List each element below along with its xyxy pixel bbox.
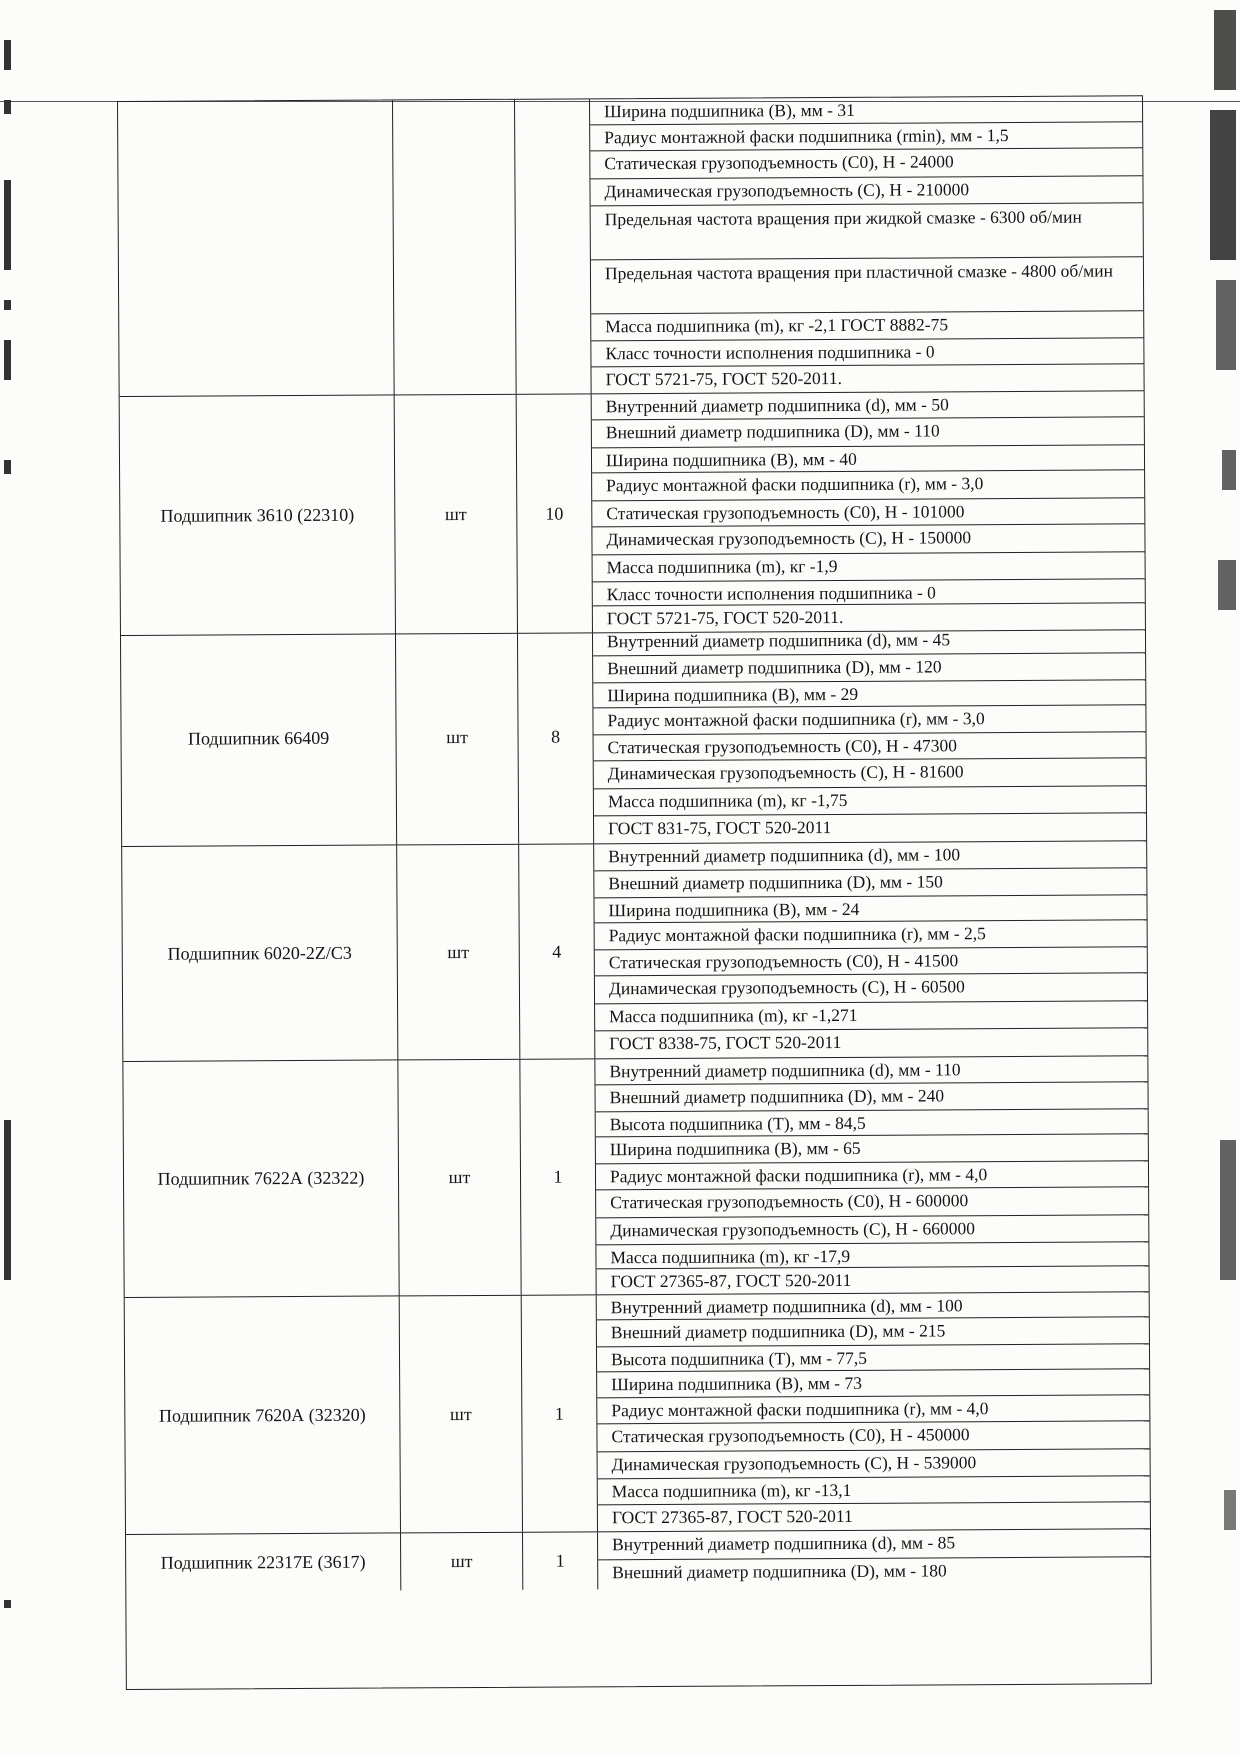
item-name-cell-text: Подшипник 6020-2Z/C3 [167,942,352,964]
spec-row: Радиус монтажной фаски подшипника (r), мм - 3,0 [592,470,1144,501]
item-name-cell [121,630,397,846]
spec-row: Ширина подшипника (B), мм - 65 [596,1134,1148,1164]
quantity-cell-text: 1 [555,1550,565,1571]
spec-list [590,96,1144,393]
quantity-cell [519,844,595,1058]
unit-cell [398,1060,521,1296]
quantity-cell-text: 1 [553,1166,563,1187]
spec-list [594,841,1147,1058]
spec-row: ГОСТ 27365-87, ГОСТ 520-2011 [611,1505,853,1528]
item-name-cell [123,1060,399,1297]
spec-list [592,391,1145,632]
quantity-cell-text: 10 [545,503,564,524]
quantity-cell-text: 1 [554,1403,564,1424]
unit-cell-text: шт [446,726,468,747]
item-name-cell [125,1296,401,1534]
spec-row: Статическая грузоподъемность (C0), Н - 47300 [594,732,1146,761]
unit-cell-text: шт [444,503,467,524]
spec-row: Ширина подшипника (B), мм - 29 [593,680,1145,708]
quantity-cell [518,629,594,843]
spec-row: Статическая грузоподъемность (C0), Н - 41500 [595,947,1147,976]
unit-cell [395,395,518,634]
spec-row: Статическая грузоподъемность (C0), Н - 24000 [590,148,1142,179]
table-row-group [120,391,1145,636]
quantity-cell [520,1059,596,1294]
table-row-group [122,841,1147,1062]
spec-row: Предельная частота вращения при жидкой смазке - 6300 об/мин [591,203,1143,260]
spec-row: Класс точности исполнения подшипника - 0 [593,579,1145,606]
unit-cell [401,1533,523,1591]
spec-row: Высота подшипника (T), мм - 84,5 [596,1109,1148,1137]
spec-row: ГОСТ 831-75, ГОСТ 520-2011 [608,817,832,839]
quantity-cell [523,1532,598,1589]
item-name-cell [122,845,398,1061]
spec-row: Высота подшипника (T), мм - 77,5 [597,1344,1149,1372]
quantity-cell-text: 4 [552,941,562,962]
item-name-cell [118,100,395,396]
spec-row: Радиус монтажной фаски подшипника (r), мм - 3,0 [593,705,1145,735]
spec-row: Внутренний диаметр подшипника (d), мм - 85 [598,1529,1150,1560]
spec-row: Радиус монтажной фаски подшипника (rmin), мм - 1,5 [590,122,1142,151]
table-row-group [126,1529,1150,1592]
item-name-cell-text: Подшипник 3610 (22310) [160,504,355,526]
spec-row: Динамическая грузоподъемность (C), Н - 60500 [595,973,1147,1004]
spec-row: Внутренний диаметр подшипника (d), мм - 100 [597,1292,1149,1320]
spec-row: ГОСТ 8338-75, ГОСТ 520-2011 [609,1031,842,1054]
spec-row: Внутренний диаметр подшипника (d), мм - 45 [593,626,1145,656]
spec-row: Внешний диаметр подшипника (D), мм - 120 [593,653,1145,683]
quantity-cell [522,1295,598,1531]
item-name-cell-text: Подшипник 66409 [187,727,330,749]
spec-row: Внешний диаметр подшипника (D), мм - 240 [596,1082,1148,1112]
spec-row: Внешний диаметр подшипника (D), мм - 180 [612,1560,947,1583]
item-name-cell [126,1533,401,1592]
spec-row: Динамическая грузоподъемность (C), Н - 660000 [596,1215,1148,1245]
spec-row: Масса подшипника (m), кг -1,9 [593,552,1145,582]
spec-row: Ширина подшипника (B), мм - 24 [594,895,1146,923]
quantity-cell-text: 8 [550,726,561,747]
unit-cell [396,630,519,845]
spec-row: Динамическая грузоподъемность (C), Н - 210000 [590,176,1142,206]
spec-row: Масса подшипника (m), кг -17,9 [596,1242,1148,1269]
spec-row: Радиус монтажной фаски подшипника (r), мм - 4,0 [596,1161,1148,1190]
spec-row: Масса подшипника (m), кг -1,75 [594,786,1146,816]
item-name-cell [120,395,396,635]
unit-cell-text: шт [447,941,470,962]
spec-row: Ширина подшипника (B), мм - 73 [597,1369,1149,1398]
spec-row: Масса подшипника (m), кг -2,1 ГОСТ 8882-75 [591,311,1143,341]
item-name-cell-text: Подшипник 7622А (32322) [157,1167,365,1189]
quantity-cell [515,99,592,393]
quantity-cell [517,394,593,632]
unit-cell-text: шт [449,1403,472,1424]
table-row-group [125,1292,1150,1535]
scan-margin-marks-right [1206,0,1236,1754]
spec-list [598,1529,1150,1589]
spec-row: Статическая грузоподъемность (C0), Н - 101000 [592,498,1144,527]
spec-row: ГОСТ 5721-75, ГОСТ 520-2011. [606,606,844,629]
spec-row: Внутренний диаметр подшипника (d), мм - 50 [592,391,1144,420]
item-name-cell-text: Подшипник 22317Е (3617) [160,1551,366,1573]
scan-margin-marks-left [4,40,11,1720]
spec-row: Динамическая грузоподъемность (C), Н - 81600 [594,758,1146,789]
spec-list [597,1292,1150,1531]
spec-row: Динамическая грузоподъемность (C), Н - 150000 [592,524,1144,555]
spec-row: Радиус монтажной фаски подшипника (r), мм - 2,5 [595,920,1147,950]
unit-cell [397,845,520,1060]
spec-row: Масса подшипника (m), кг -13,1 [598,1476,1150,1505]
table-row-group [118,96,1144,397]
spec-row: ГОСТ 5721-75, ГОСТ 520-2011. [605,367,843,390]
spec-row: Ширина подшипника (B), мм - 40 [592,445,1144,473]
spec-row: Ширина подшипника (B), мм - 31 [590,96,1142,125]
spec-row: Динамическая грузоподъемность (C), Н - 539000 [598,1449,1150,1479]
spec-list [593,626,1146,843]
spec-row: Статическая грузоподъемность (C0), Н - 450000 [597,1421,1149,1452]
spec-row: Класс точности исполнения подшипника - 0 [591,338,1143,367]
unit-cell-text: шт [448,1167,471,1188]
unit-cell [400,1296,523,1533]
spec-list [595,1056,1148,1294]
spec-row: Масса подшипника (m), кг -1,271 [595,1001,1147,1031]
unit-cell-text: шт [450,1551,473,1572]
spec-row: Внешний диаметр подшипника (D), мм - 150 [594,868,1146,898]
spec-row: ГОСТ 27365-87, ГОСТ 520-2011 [610,1269,852,1292]
unit-cell [393,100,517,395]
spec-row: Внешний диаметр подшипника (D), мм - 215 [597,1317,1149,1347]
item-name-cell-text: Подшипник 7620А (32320) [158,1404,366,1426]
spec-row: Внешний диаметр подшипника (D), мм - 110 [592,417,1144,448]
table-row-group [123,1056,1148,1298]
bearing-spec-table [117,95,1152,1690]
spec-row: Внутренний диаметр подшипника (d), мм - 110 [595,1056,1147,1085]
table-row-group [121,626,1146,847]
spec-row: Радиус монтажной фаски подшипника (r), мм - 4,0 [597,1395,1149,1424]
spec-row: Предельная частота вращения при пластичной смазке - 4800 об/мин [591,257,1143,314]
spec-row: Статическая грузоподъемность (C0), Н - 600000 [596,1187,1148,1218]
spec-row: Внутренний диаметр подшипника (d), мм - 100 [594,841,1146,871]
